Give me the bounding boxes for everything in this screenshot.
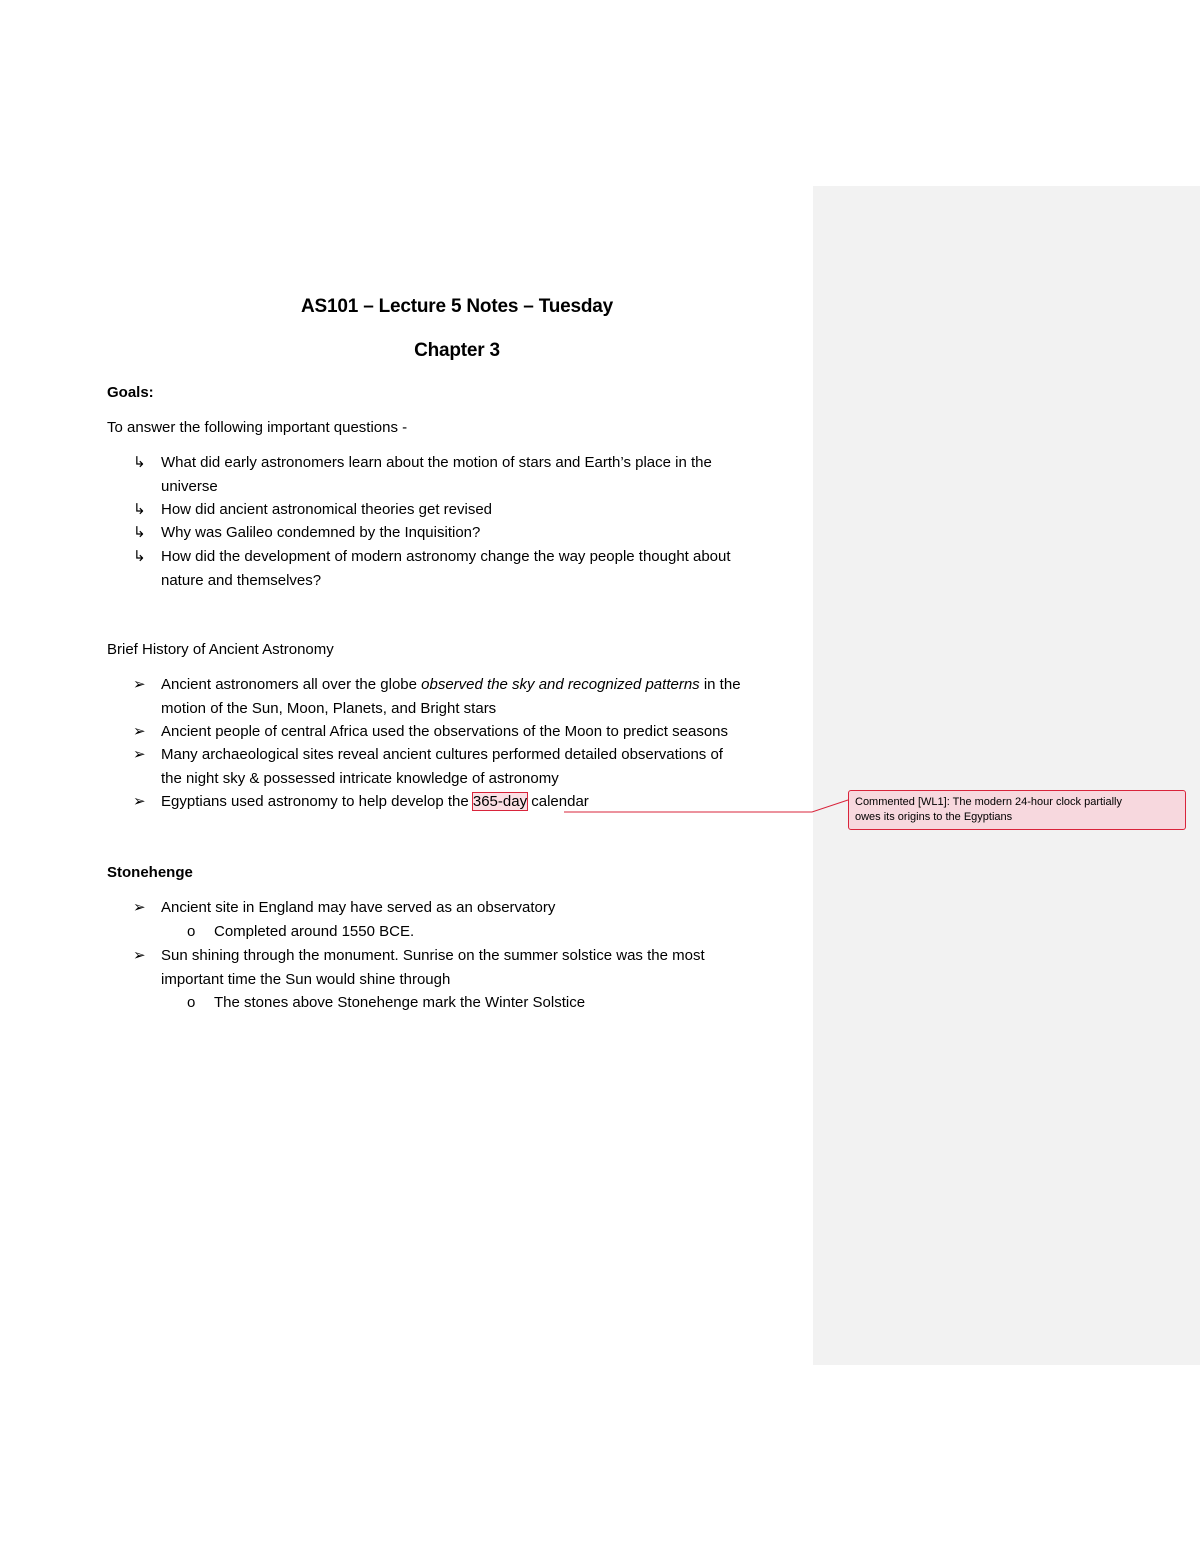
list-item-text: Completed around 1550 BCE. (214, 923, 415, 940)
circle-bullet-icon: o (187, 923, 196, 940)
stonehenge-heading: Stonehenge (107, 864, 193, 881)
goals-item-2 (107, 498, 807, 522)
italic-text: observed the sky and recognized patterns (421, 676, 700, 693)
circle-bullet-icon: o (187, 994, 196, 1011)
document-title: AS101 – Lecture 5 Notes – Tuesday (301, 296, 613, 317)
arrow-bullet-icon: ↳ (133, 454, 146, 471)
history-item-2 (107, 720, 807, 744)
list-item-text: How did ancient astronomical theories get revised (161, 501, 493, 518)
list-item-text: the night sky & possessed intricate knowledge of astronomy (161, 769, 559, 787)
list-item-text: Why was Galileo condemned by the Inquisition? (161, 524, 481, 541)
stonehenge-item-1 (107, 896, 807, 920)
history-item-4 (107, 790, 807, 814)
list-item-text: What did early astronomers learn about the motion of stars and Earth’s place in the (161, 454, 712, 471)
arrow-bullet-icon: ↳ (133, 524, 146, 541)
list-item-text: universe (161, 477, 218, 495)
list-item-text (161, 790, 807, 814)
comment-pane (813, 186, 1200, 1365)
list-item-text (161, 673, 807, 697)
arrowhead-bullet-icon: ➢ (133, 899, 146, 916)
text-run: in the (699, 676, 741, 693)
list-item-text: Ancient site in England may have served as an observatory (161, 899, 556, 916)
comment-line-1 (855, 795, 1180, 810)
list-item-text: How did the development of modern astronomy change the way people thought about (161, 548, 731, 565)
goals-intro: To answer the following important questions - (107, 419, 408, 436)
stonehenge-item-2 (107, 944, 807, 991)
chapter-heading: Chapter 3 (414, 340, 500, 361)
comment-balloon[interactable] (848, 790, 1186, 830)
arrowhead-bullet-icon: ➢ (133, 723, 146, 740)
text-run: Egyptians used astronomy to help develop the (161, 793, 473, 810)
goals-item-1 (107, 451, 807, 498)
arrowhead-bullet-icon: ➢ (133, 676, 146, 693)
list-item-text: important time the Sun would shine through (161, 970, 451, 988)
history-item-3 (107, 743, 807, 790)
commented-text-highlight[interactable]: 365-day (472, 793, 528, 810)
text-run: calendar (527, 793, 589, 810)
history-heading: Brief History of Ancient Astronomy (107, 641, 334, 658)
comment-text-line-2: owes its origins to the Egyptians (855, 811, 1013, 823)
list-item-text: Sun shining through the monument. Sunrise on the summer solstice was the most (161, 947, 705, 964)
list-item-text: nature and themselves? (161, 571, 322, 589)
arrow-bullet-icon: ↳ (133, 501, 146, 518)
history-item-1 (107, 673, 807, 720)
list-item-text: The stones above Stonehenge mark the Winter Solstice (214, 994, 586, 1011)
goals-item-4 (107, 545, 807, 592)
stonehenge-subitem-1 (107, 920, 414, 944)
list-item-text: Ancient people of central Africa used the observations of the Moon to predict seasons (161, 723, 729, 740)
arrow-bullet-icon: ↳ (133, 548, 146, 565)
list-item-text: motion of the Sun, Moon, Planets, and Bright stars (161, 699, 497, 717)
stonehenge-subitem-2 (107, 991, 585, 1015)
list-item-text: Many archaeological sites reveal ancient cultures performed detailed observations of (161, 746, 723, 763)
goals-item-3 (107, 521, 807, 545)
arrowhead-bullet-icon: ➢ (133, 947, 146, 964)
comment-text: The modern 24-hour clock partially (952, 796, 1122, 808)
arrowhead-bullet-icon: ➢ (133, 746, 146, 763)
text-run: Ancient astronomers all over the globe (161, 676, 422, 693)
goals-heading: Goals: (107, 384, 154, 401)
comment-label: Commented [WL1]: (855, 796, 950, 808)
arrowhead-bullet-icon: ➢ (133, 793, 146, 810)
